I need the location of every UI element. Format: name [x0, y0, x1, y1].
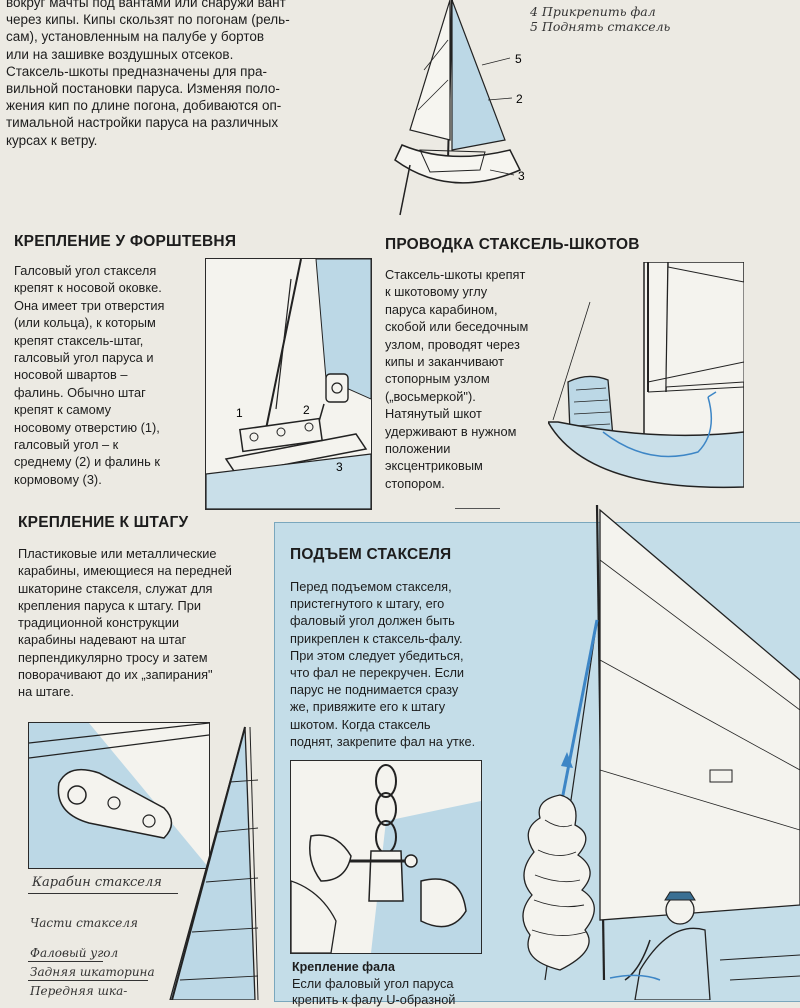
stay-label: Части стакселя — [30, 916, 138, 930]
text-line: кормовому (3). — [14, 471, 102, 487]
forestay-paragraph — [14, 262, 199, 488]
text-line: к шкотовому углу — [385, 284, 488, 300]
stay-paragraph — [18, 545, 258, 701]
text-line: шкаторине стакселя, служат для — [18, 580, 213, 596]
text-line: стопором. — [385, 475, 445, 491]
text-line: крепят стаксель-штаг, — [14, 332, 144, 348]
text-line: При этом следует убедиться, — [290, 647, 464, 663]
text-line: Стаксель-шкоты крепят — [385, 267, 526, 282]
stay-label: Карабин стакселя — [32, 875, 162, 890]
text-line: шкотом. Когда стаксель — [290, 716, 431, 732]
text-line: прикреплен к стаксель-фалу. — [290, 630, 463, 646]
callout-number: 3 — [518, 169, 525, 183]
text-line: среднему (2) и фалинь к — [14, 454, 160, 470]
text-line: эксцентриковым — [385, 458, 483, 474]
top-boat-illustration — [390, 0, 540, 220]
text-line: парус не поднимается сразу — [290, 682, 459, 698]
text-line: галсовый угол паруса и — [14, 350, 154, 366]
sheets-illustration — [548, 262, 744, 506]
text-line: карабины, имеющиеся на передней — [18, 563, 232, 579]
text-line: курсах к ветру. — [6, 132, 98, 148]
text-line: Пластиковые или металлические — [18, 546, 217, 561]
text-line: паруса карабином, — [385, 301, 498, 317]
text-line: стопорным узлом — [385, 371, 490, 387]
halyard-inset-illustration — [290, 760, 482, 954]
halyard-caption — [292, 976, 512, 1008]
text-line: перпендикулярно тросу и затем — [18, 649, 208, 665]
fitting-label: 1 — [236, 406, 243, 420]
text-line: скобой или беседочным — [385, 319, 529, 335]
text-line: на штаге. — [18, 684, 74, 700]
text-line: жения кип по длине погона, добиваются оп- — [6, 98, 282, 114]
section-heading-sheets: ПРОВОДКА СТАКСЕЛЬ-ШКОТОВ — [385, 236, 640, 253]
divider — [455, 508, 500, 509]
text-line: („восьмеркой"). — [385, 388, 476, 404]
text-line: что фал не перекручен. Если — [290, 665, 465, 681]
stay-label: Задняя шкаторина — [30, 965, 155, 979]
text-line: Натянутый шкот — [385, 406, 482, 422]
section-heading-stay: КРЕПЛЕНИЕ К ШТАГУ — [18, 514, 189, 531]
step-item: 4 Прикрепить фал — [530, 4, 656, 19]
callout-number: 2 — [516, 92, 523, 106]
text-line: традиционной конструкции — [18, 615, 180, 631]
text-line: сам), установленным на палубе у бортов — [6, 29, 265, 45]
forestay-illustration — [205, 258, 372, 510]
text-line: фалинь. Обычно штаг — [14, 384, 146, 400]
text-line: носовой швартов – — [14, 367, 128, 383]
text-line: Она имеет три отверстия — [14, 297, 165, 313]
stay-label: Передняя шка- — [30, 984, 128, 998]
text-line: Галсовый угол стакселя — [14, 263, 157, 278]
fitting-label: 2 — [303, 403, 310, 417]
step-item: 5 Поднять стаксель — [530, 19, 671, 34]
text-line: тимальной настройки паруса на различных — [6, 115, 279, 131]
text-line: карабины надевают на штаг — [18, 632, 187, 648]
text-line: крепить к фалу U-образной — [292, 992, 456, 1007]
text-line: поднят, закрепите фал на утке. — [290, 733, 476, 749]
label-underline — [28, 893, 178, 894]
text-line: положении — [385, 441, 451, 457]
text-line: Если фаловый угол паруса — [292, 976, 454, 991]
text-line: крепят к самому — [14, 402, 112, 418]
top-paragraph — [6, 0, 386, 149]
stay-label: Фаловый угол — [30, 946, 119, 960]
sheets-paragraph — [385, 266, 550, 492]
text-line: или на зашивке воздушных отсеков. — [6, 46, 234, 62]
section-heading-raising: ПОДЪЕМ СТАКСЕЛЯ — [290, 546, 452, 563]
text-line: же, привяжите его к штагу — [290, 699, 446, 715]
text-line: кипы и заканчивают — [385, 354, 504, 370]
text-line: Стаксель-шкоты предназначены для пра- — [6, 63, 267, 79]
label-underline — [28, 980, 148, 981]
text-line: вильной постановки паруса. Изменяя поло- — [6, 81, 280, 97]
text-line: галсовый угол – к — [14, 437, 119, 453]
text-line: удерживают в нужном — [385, 423, 517, 439]
text-line: пристегнутого к штагу, его — [290, 596, 445, 612]
text-line: узлом, проводят через — [385, 336, 520, 352]
section-heading-forestay: КРЕПЛЕНИЕ У ФОРШТЕВНЯ — [14, 233, 237, 250]
halyard-caption-title: Крепление фала — [292, 960, 395, 974]
stay-sail-illustration — [160, 722, 270, 1000]
step-list — [530, 4, 790, 34]
callout-number: 5 — [515, 52, 522, 66]
text-line: крепления паруса к штагу. При — [18, 597, 202, 613]
text-line: через кипы. Кипы скользят по погонам (рель- — [6, 12, 290, 28]
text-line: крепят к носовой оковке. — [14, 280, 162, 296]
text-line: (или кольца), к которым — [14, 315, 156, 331]
text-line: поворачивают до их „запирания" — [18, 667, 213, 683]
label-underline — [28, 961, 103, 962]
fitting-label: 3 — [336, 460, 343, 474]
raising-boat-illustration — [500, 500, 800, 1000]
text-line: Перед подъемом стакселя, — [290, 579, 452, 594]
text-line: вокруг мачты под вантами или снаружи вант — [6, 0, 286, 10]
text-line: носовому отверстию (1), — [14, 419, 160, 435]
text-line: фаловый угол должен быть — [290, 613, 455, 629]
